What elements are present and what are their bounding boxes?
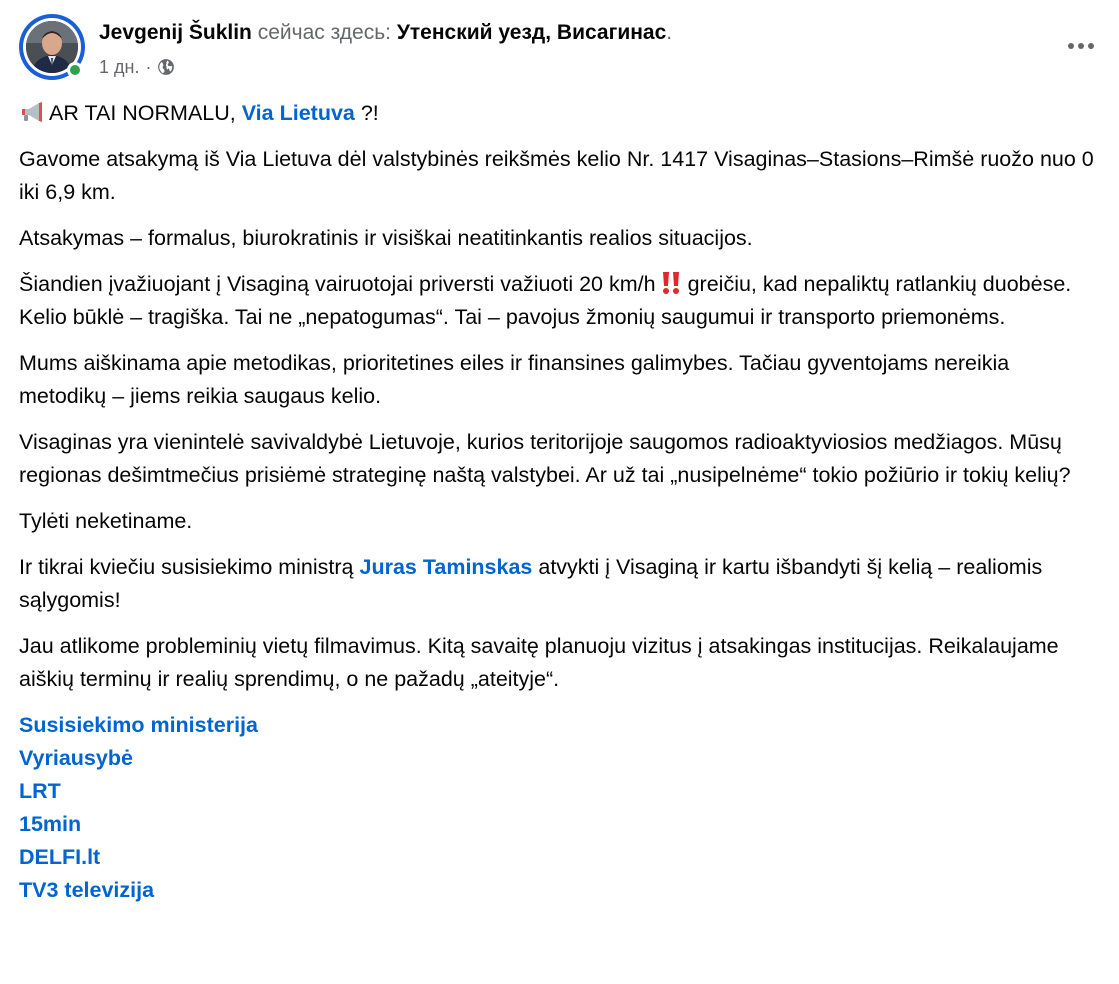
tag-link[interactable]: TV3 televizija	[19, 878, 155, 902]
tag-link[interactable]: Susisiekimo ministerija	[19, 713, 258, 737]
paragraph-3: Atsakymas – formalus, biurokratinis ir visiškai neatitinkantis realios situacijos.	[19, 226, 753, 250]
location-link[interactable]: Утенский уезд, Висагинас	[396, 21, 667, 44]
paragraph-4-text: Šiandien įvažiuojant į Visaginą vairuotojai priversti važiuoti 20 km/h	[19, 272, 656, 296]
paragraph-5: Mums aiškinama apie metodikas, prioritetines eiles ir finansines galimybes. Tačiau gyventojams nereikia metodikų – jiems reikia saugaus kelio.	[19, 351, 1010, 408]
location-suffix: .	[666, 21, 673, 44]
post-meta	[99, 54, 175, 80]
paragraph-8	[19, 551, 1099, 617]
paragraph-6: Visaginas yra vienintelė savivaldybė Lietuvoje, kurios teritorijoje saugomos radioaktyviosios medžiagos. Mūsų regionas dešimtmečius prisiėmė strateginę naštą valstybei. Ar už tai „nusipelnėme“ tokio požiūrio ir tokių kelių?	[19, 430, 1071, 487]
globe-icon[interactable]	[157, 58, 175, 76]
tag-link[interactable]: 15min	[19, 812, 82, 836]
post-header	[19, 14, 1099, 84]
more-options-icon[interactable]	[1063, 34, 1099, 58]
double-exclamation-icon	[660, 271, 682, 295]
paragraph-1-end: ?!	[354, 101, 379, 125]
paragraph-8-rest: atvykti į Visaginą ir kartu išbandyti šį kelią – realiomis sąlygomis!	[19, 555, 1043, 612]
paragraph-4	[19, 268, 1099, 334]
paragraph-8-text: Ir tikrai kviečiu susisiekimo ministrą	[19, 555, 360, 579]
tag-link[interactable]: LRT	[19, 779, 61, 803]
tag-list	[19, 709, 1099, 907]
post-title-line	[99, 19, 672, 47]
paragraph-4-rest: greičiu, kad nepaliktų ratlankių duobėse. Kelio būklė – tragiška. Tai ne „nepatogumas“. Tai – pavojus žmonių saugumui ir transporto priemonėms.	[19, 272, 1072, 329]
megaphone-icon	[19, 101, 45, 123]
paragraph-2: Gavome atsakymą iš Via Lietuva dėl valstybinės reikšmės kelio Nr. 1417 Visaginas–Stasions–Rimšė ruožo nuo 0 iki 6,9 km.	[19, 147, 1094, 204]
paragraph-7: Tylėti neketiname.	[19, 509, 193, 533]
mention-juras-taminskas[interactable]: Juras Taminskas	[359, 555, 533, 579]
tag-link[interactable]: DELFI.lt	[19, 845, 101, 869]
post-timestamp[interactable]: 1 дн.	[99, 57, 140, 77]
mention-via-lietuva[interactable]: Via Lietuva	[241, 101, 355, 125]
online-status-dot	[67, 62, 83, 78]
author-name[interactable]: Jevgenij Šuklin	[99, 21, 252, 44]
paragraph-9: Jau atlikome probleminių vietų filmavimus. Kitą savaitę planuoju vizitus į atsakingas institucijas. Reikalaujame aiškių terminų ir realių sprendimų, o ne pažadų „ateityje“.	[19, 634, 1059, 691]
paragraph-1	[19, 97, 1099, 130]
avatar[interactable]	[19, 14, 85, 80]
tag-link[interactable]: Vyriausybė	[19, 746, 133, 770]
paragraph-1-text: AR TAI NORMALU,	[49, 101, 242, 125]
post-body	[19, 97, 1099, 907]
meta-separator: ·	[145, 57, 152, 77]
checkin-text: сейчас здесь:	[257, 21, 391, 44]
